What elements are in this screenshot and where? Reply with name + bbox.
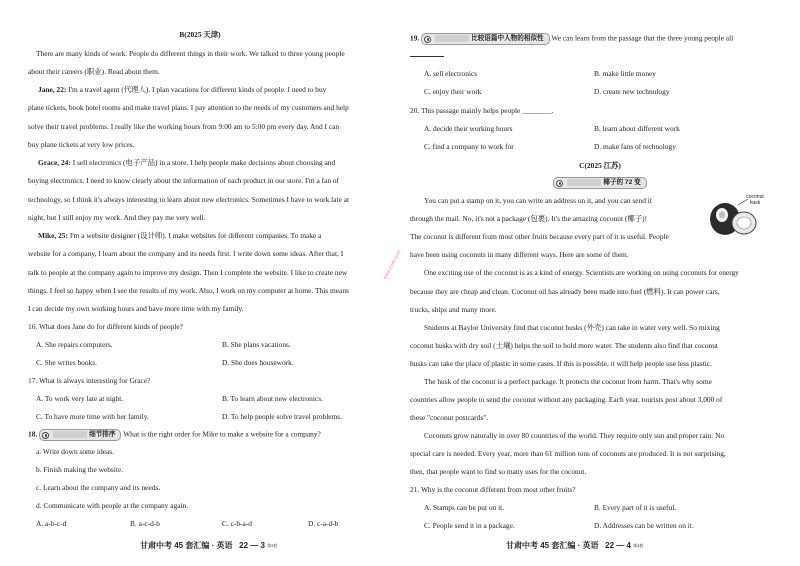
para4-line-3: these "coconut postcards". <box>410 413 489 422</box>
section-c-tag <box>553 177 646 189</box>
footer-title: 甘肃中考 45 套汇编 · 英语 <box>140 541 233 550</box>
intro-line-2: about their careers (职业). Read about them. <box>28 67 160 76</box>
q20-option-a[interactable]: A. decide their working hours <box>424 124 513 133</box>
q17-stem: 17. What is always interesting for Grace? <box>28 376 151 385</box>
q18-tag-label: 细节排序 <box>89 431 116 438</box>
q19-option-c[interactable]: C. enjoy their work <box>424 87 482 96</box>
q21-option-d[interactable]: D. Addresses can be written on it. <box>594 521 694 530</box>
tag-placeholder-bar <box>53 431 87 438</box>
q20-stem: 20. This passage mainly helps people ________. <box>410 106 554 115</box>
q18-stem-line <box>28 429 321 441</box>
q19-skill-tag <box>421 33 550 45</box>
right-page <box>400 0 800 566</box>
q19-option-a[interactable]: A. sell electronics <box>424 69 478 78</box>
para2-line-2: because they are cheap and clean. Coconut oil has already been made into fuel (燃料). It can power cars, <box>410 287 720 296</box>
para1-line-1: You can put a stamp on it, you can write an address on it, and you can send it <box>424 196 652 205</box>
target-icon <box>42 432 49 439</box>
q18-skill-tag <box>39 429 121 441</box>
para4-line-1: The husk of the coconut is a perfect package. It protects the coconut from harm. That's why some <box>424 377 712 386</box>
q18-option-a[interactable]: A. a-b-c-d <box>36 519 67 528</box>
q19-tag-label: 比较语篇中人物的相似性 <box>471 35 544 42</box>
para5-line-1: Coconuts grow naturally in over 80 countries of the world. They require only sun and proper rain. No <box>424 431 725 440</box>
section-c-tag-label: 椰子的 72 变 <box>603 179 641 186</box>
q19-number: 19. <box>410 33 420 43</box>
q17-option-d[interactable]: D. To help people solve travel problems. <box>222 412 343 421</box>
q20-option-c[interactable]: C. find a company to work for <box>424 142 514 151</box>
q18-option-c[interactable]: C. c-b-a-d <box>222 519 252 528</box>
q18-stem-text: What is the right order for Mike to make a website for a company? <box>123 429 321 439</box>
footer-set-mark: 第3套 <box>633 542 644 548</box>
left-footer <box>140 540 277 551</box>
q19-answer-blank <box>410 56 444 57</box>
q18-option-d[interactable]: D. c-a-d-b <box>308 519 339 528</box>
para2-line-3: trucks, ships and many more. <box>410 305 497 314</box>
grace-text-1: I sell electronics (电子产品) in a store. I help people make decisions about choosing and <box>70 158 336 167</box>
q21-option-c[interactable]: C. People send it in a package. <box>424 521 515 530</box>
mike-text-1: I'm a website designer (设计师). I make websites for different companies. To make a <box>67 231 322 240</box>
q18-option-b[interactable]: B. a-c-d-b <box>130 519 160 528</box>
grace-name: Grace, 24: <box>38 158 71 167</box>
q17-option-a[interactable]: A. To work very late at night. <box>36 394 124 403</box>
grace-line-2: buying electronics. I need to know clearly about the information of each product in our store. I'm a fan of <box>28 176 340 185</box>
jane-line-3: solve their travel problems. I really like the working hours from 9:00 am to 5:00 pm every day. And I can <box>28 122 340 131</box>
jane-text-1: I'm a travel agent (代理人). I plan vacations for different kinds of people. I need to buy <box>66 85 327 94</box>
target-icon <box>556 180 563 187</box>
q19-stem-text: We can learn from the passage that the three young people all <box>551 33 734 43</box>
q21-option-b[interactable]: B. Every part of it is useful. <box>594 503 677 512</box>
jane-name: Jane, 22: <box>38 85 67 94</box>
q18-step-c: c. Learn about the company and its needs. <box>36 483 161 492</box>
q17-option-c[interactable]: C. To have more time with her family. <box>36 412 149 421</box>
grace-line-3: technology, so I think it's always interesting to learn about new electronics. Sometimes I have to work late at <box>28 195 350 204</box>
tag-placeholder-bar <box>435 35 469 42</box>
para3-line-1: Students at Baylor University find that coconut husks (外壳) can take in water very well. So mixing <box>424 323 720 332</box>
q16-option-c[interactable]: C. She writes books. <box>36 358 97 367</box>
section-title-b: B(2025 天津) <box>179 30 221 39</box>
mike-line-3: talk to people at the company again to improve my design. Then I complete the website. I like to create new <box>28 268 348 277</box>
q19-option-b[interactable]: B. make little money <box>594 69 656 78</box>
jane-line-2: plane tickets, book hotel rooms and make travel plans. I pay attention to the needs of my customers and help <box>28 103 349 112</box>
para2-line-1: One exciting use of the coconut is as a kind of energy. Scientists are working on using coconuts for energy <box>424 268 739 277</box>
q21-option-a[interactable]: A. Stamps can be put on it. <box>424 503 505 512</box>
q21-stem: 21. Why is the coconut different from most other fruits? <box>410 485 576 494</box>
section-tag-row <box>400 177 800 189</box>
tag-placeholder-bar <box>567 179 601 186</box>
q18-step-d: d. Communicate with people at the company again. <box>36 501 189 510</box>
para5-line-2: special care is needed. Every year, more than 61 million tons of coconuts are produced. It is not surprising, <box>410 449 726 458</box>
q19-option-d[interactable]: D. create new technology <box>594 87 670 96</box>
mike-name: Mike, 25: <box>38 231 68 240</box>
q18-step-b: b. Finish making the website. <box>36 465 124 474</box>
watermark: www.zxxk.com <box>382 249 403 281</box>
mike-line-1 <box>38 231 321 241</box>
q20-option-d[interactable]: D. make fans of technology <box>594 142 676 151</box>
footer-page-number: 22 — 4 <box>605 541 631 550</box>
para4-line-2: countries allow people to send the coconut without any packaging. Each year, tourists post about 3,000 of <box>410 395 723 404</box>
jane-line-1 <box>38 85 326 95</box>
para1-line-2: through the mail. No, it's not a package (包裹). It's the amazing coconut (椰子)! <box>410 214 648 223</box>
grace-line-1 <box>38 158 335 168</box>
right-footer <box>506 540 643 551</box>
mike-line-5: I can decide my own working hours and have more time with my family. <box>28 304 244 313</box>
jane-line-4: buy plane tickets at very low prices. <box>28 140 135 149</box>
section-title-c: C(2025 江苏) <box>579 161 621 170</box>
coconut-husk-label: coconut husk <box>746 194 764 206</box>
q17-option-b[interactable]: B. To learn about new electronics. <box>222 394 323 403</box>
q18-step-a: a. Write down some ideas. <box>36 447 114 456</box>
target-icon <box>424 36 431 43</box>
q16-option-d[interactable]: D. She does housework. <box>222 358 294 367</box>
intro-line-1: There are many kinds of work. People do different things in their work. We talked to three young people <box>36 49 345 58</box>
para1-line-3: The coconut is different from most other fruits because every part of it is useful. People <box>410 232 669 241</box>
q16-option-a[interactable]: A. She repairs computers. <box>36 340 113 349</box>
para3-line-3: husks can take the place of plastic in some cases. If this is possible, it will help people use less plastic. <box>410 359 712 368</box>
q16-stem: 16. What does Jane do for different kinds of people? <box>28 322 183 331</box>
footer-set-mark: 第3套 <box>267 542 278 548</box>
q16-option-b[interactable]: B. She plans vacations. <box>222 340 291 349</box>
grace-line-4: night, but I still enjoy my work. And they pay me very well. <box>28 213 206 222</box>
q20-option-b[interactable]: B. learn about different work <box>594 124 680 133</box>
mike-line-4: things. I feel so happy when I see the results of my work. Also, I work on my computer at home. This means <box>28 286 349 295</box>
mike-line-2: website for a company, I learn about the company and its needs first. I write down some ideas. After that, I <box>28 249 344 258</box>
q18-number: 18. <box>28 429 38 439</box>
para3-line-2: coconut husks with dry soil (土壤) helps the soil to hold more water. The students also find that coconut <box>410 341 718 350</box>
para1-line-4: have been using coconuts in many different ways. Here are some of them. <box>410 250 629 259</box>
footer-title: 甘肃中考 45 套汇编 · 英语 <box>506 541 599 550</box>
q19-stem-line <box>410 33 733 45</box>
footer-page-number: 22 — 3 <box>239 541 265 550</box>
para5-line-3: then, that people want to find so many uses for the coconut. <box>410 467 587 476</box>
